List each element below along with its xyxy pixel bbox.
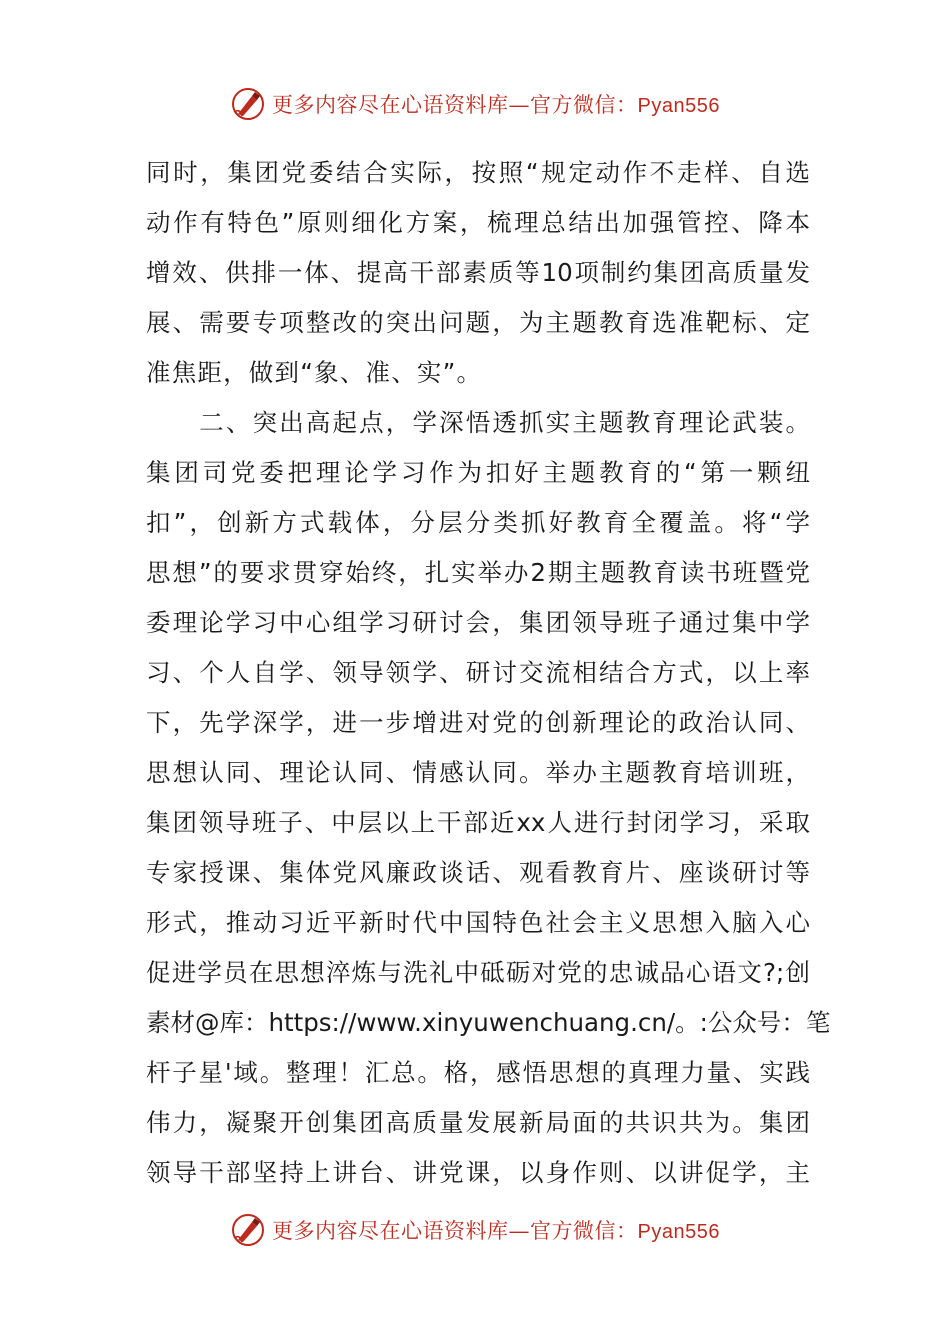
- footer-watermark-banner: [0, 1210, 950, 1250]
- body-line: 委理论学习中心组学习研讨会，集团领导班子通过集中学: [146, 608, 810, 637]
- header-watermark-banner: [0, 84, 950, 124]
- body-line: 思想”的要求贯穿始终，扎实举办2期主题教育读书班暨党: [146, 558, 810, 587]
- pen-nib-logo-icon: [230, 1212, 266, 1248]
- body-line: 准焦距，做到“象、准、实”。: [146, 358, 483, 387]
- body-line: 促进学员在思想淬炼与洗礼中砥砺对党的忠诚品心语文?;创: [146, 958, 810, 987]
- body-line: 专家授课、集体党风廉政谈话、观看教育片、座谈研讨等: [146, 858, 810, 887]
- body-line: 素材@库：https://www.xinyuwenchuang.cn/。:公众号：笔: [146, 1008, 831, 1037]
- header-banner-text: 更多内容尽在心语资料库—官方微信：Pyan556: [272, 93, 720, 117]
- pen-nib-logo-icon: [230, 86, 266, 122]
- body-line: 杆子星'域。整理！汇总。格，感悟思想的真理力量、实践: [146, 1058, 810, 1087]
- document-body: [146, 148, 831, 1198]
- body-line: 形式，推动习近平新时代中国特色社会主义思想入脑入心: [146, 908, 810, 937]
- body-line: 同时，集团党委结合实际，按照“规定动作不走样、自选: [146, 158, 810, 187]
- body-line: 增效、供排一体、提高干部素质等10项制约集团高质量发: [146, 258, 810, 287]
- body-line: 伟力，凝聚开创集团高质量发展新局面的共识共为。集团: [146, 1108, 810, 1137]
- body-line: 扣”，创新方式载体，分层分类抓好教育全覆盖。将“学: [146, 508, 810, 537]
- body-line: 动作有特色”原则细化方案，梳理总结出加强管控、降本: [146, 208, 810, 237]
- body-line: 领导干部坚持上讲台、讲党课，以身作则、以讲促学，主: [146, 1158, 810, 1187]
- body-line: 下，先学深学，进一步增进对党的创新理论的政治认同、: [146, 708, 810, 737]
- body-line: 习、个人自学、领导领学、研讨交流相结合方式，以上率: [146, 658, 810, 687]
- body-line: 集团领导班子、中层以上干部近xx人进行封闭学习，采取: [146, 808, 810, 837]
- footer-banner-text: 更多内容尽在心语资料库—官方微信：Pyan556: [272, 1219, 720, 1243]
- body-line: 集团司党委把理论学习作为扣好主题教育的“第一颗纽: [146, 458, 810, 487]
- body-line: 展、需要专项整改的突出问题，为主题教育选准靶标、定: [146, 308, 810, 337]
- body-line: 思想认同、理论认同、情感认同。举办主题教育培训班，: [146, 758, 810, 787]
- body-line: 二、突出高起点，学深悟透抓实主题教育理论武装。: [146, 408, 810, 437]
